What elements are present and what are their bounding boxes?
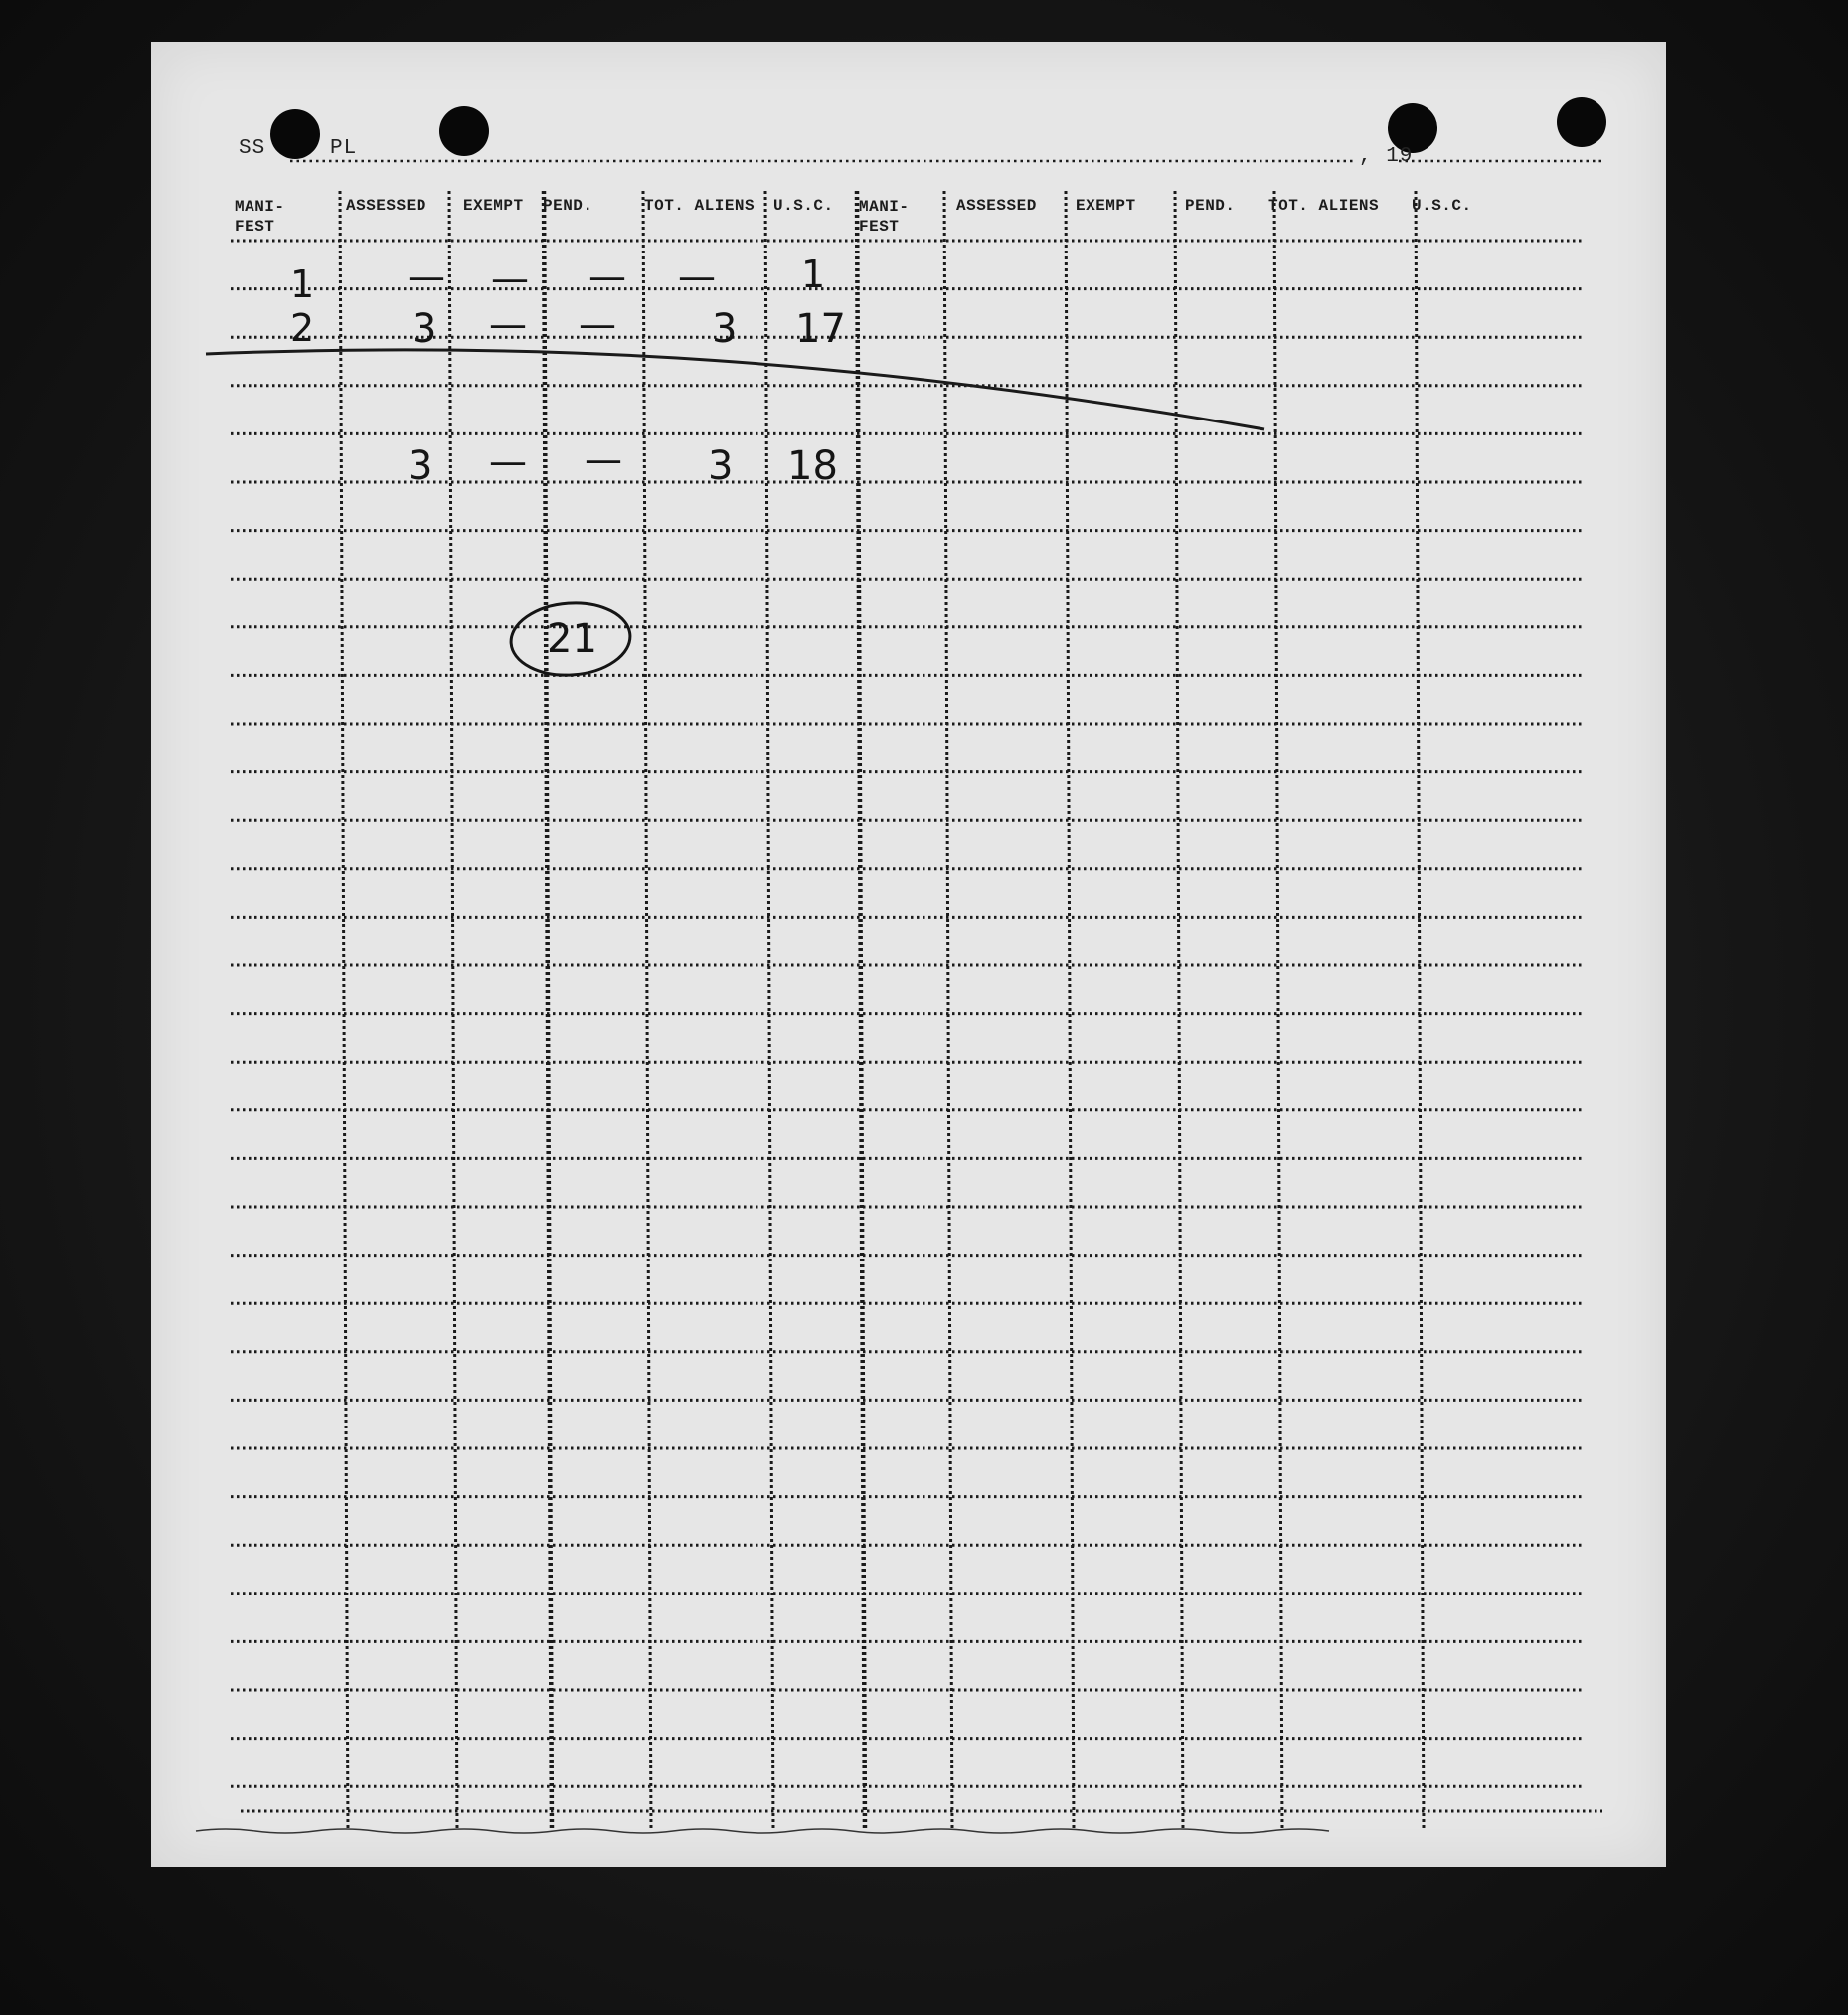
header-exempt-left: EXEMPT	[463, 197, 524, 215]
hw-row2-exempt: —	[489, 302, 527, 346]
hw-row1-manifest: 1	[290, 262, 315, 306]
hw-row1-usc: 1	[801, 252, 826, 296]
handwritten-strike-line	[206, 350, 1264, 429]
column-line	[643, 191, 651, 1831]
hw-row1-exempt: —	[491, 256, 529, 300]
column-line	[1066, 191, 1074, 1831]
column-line	[1175, 191, 1183, 1831]
hw-total-assessed: 3	[408, 443, 433, 489]
year-suffix: , 19	[1359, 145, 1414, 168]
hw-total-exempt: —	[489, 439, 527, 483]
column-line	[944, 191, 952, 1831]
dotted-row-lines	[231, 161, 1602, 1811]
hw-row2-usc: 17	[795, 306, 846, 352]
header-pend-right: PEND.	[1185, 197, 1236, 215]
column-line	[449, 191, 457, 1831]
header-pend-left: PEND.	[543, 197, 593, 215]
dotted-column-lines	[340, 191, 1424, 1831]
hw-row1-tot-aliens: —	[678, 254, 716, 298]
hw-total-tot-aliens: 3	[708, 443, 734, 489]
hw-circled-total: 21	[547, 616, 597, 662]
form-grid	[151, 42, 1666, 1867]
hw-row2-tot-aliens: 3	[712, 306, 738, 352]
hw-total-usc: 18	[787, 443, 838, 489]
hw-row1-assessed: —	[408, 254, 445, 298]
column-line	[544, 191, 552, 1831]
column-line	[340, 191, 348, 1831]
hw-total-pend: —	[585, 437, 622, 481]
hw-row2-pend: —	[579, 302, 616, 346]
header-assessed-right: ASSESSED	[956, 197, 1037, 215]
form-code: SS	[239, 137, 266, 160]
header-exempt-right: EXEMPT	[1076, 197, 1136, 215]
header-manifest-left: MANI- FEST	[235, 198, 285, 236]
column-line	[765, 191, 773, 1831]
header-tot-aliens-left: TOT. ALIENS	[644, 197, 756, 215]
header-manifest-right: MANI- FEST	[859, 198, 910, 236]
hw-row2-assessed: 3	[412, 306, 437, 352]
column-line	[1274, 191, 1282, 1831]
column-line	[1416, 191, 1424, 1831]
header-usc-left: U.S.C.	[773, 197, 834, 215]
hw-row1-pend: —	[588, 254, 626, 298]
plate-label: PL	[330, 137, 358, 160]
header-tot-aliens-right: TOT. ALIENS	[1268, 197, 1380, 215]
bottom-wavy-line	[196, 1829, 1329, 1833]
form-sheet	[151, 42, 1666, 1867]
column-line	[857, 191, 865, 1831]
header-assessed-left: ASSESSED	[346, 197, 426, 215]
hw-row2-manifest: 2	[290, 306, 315, 350]
header-usc-right: U.S.C.	[1412, 197, 1472, 215]
